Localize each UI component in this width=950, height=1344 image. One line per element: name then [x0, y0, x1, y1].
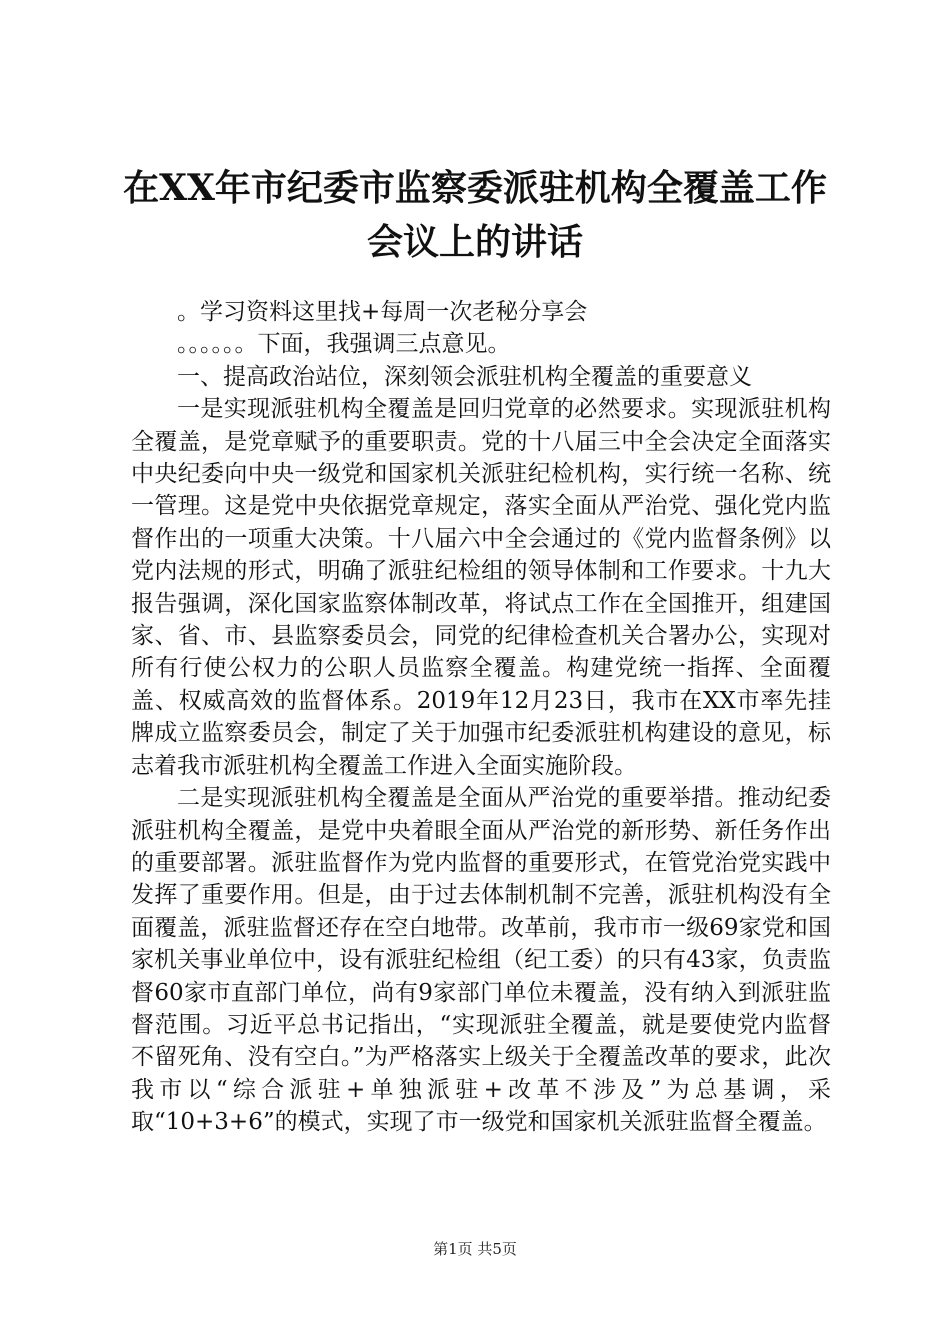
document-body — [131, 296, 831, 1139]
paragraph: 。学习资料这里找+每周一次老秘分享会 — [177, 299, 588, 325]
paragraph: 一是实现派驻机构全覆盖是回归党章的必然要求。实现派驻机构全覆盖，是党章赋予的重要职责。党的十八届三中全会决定全面落实中央纪委向中央一级党和国家机关派驻纪检机构，实行统一名称、统一管理。这是党中央依据党章规定，落实全面从严治党、强化党内监督作出的一项重大决策。十八届六中全会通过的《党内监督条例》以党内法规的形式，明确了派驻纪检组的领导体制和工作要求。十九大报告强调，深化国家监察体制改革，将试点工作在全国推开，组建国家、省、市、县监察委员会，同党的纪律检查机关合署办公，实现对所有行使公权力的公职人员监察全覆盖。构建党统一指挥、全面覆盖、权威高效的监督体系。2019年12月23日，我市在XX市率先挂牌成立监察委员会，制定了关于加强市纪委派驻机构建设的意见，标志着我市派驻机构全覆盖工作进入全面实施阶段。 — [131, 396, 831, 779]
document-title-line1: 在XX年市纪委市监察委派驻机构全覆盖工作 — [123, 167, 827, 209]
paragraph: 。。。。。。下面，我强调三点意见。 — [177, 331, 511, 358]
paragraph: 二是实现派驻机构全覆盖是全面从严治党的重要举措。推动纪委派驻机构全覆盖，是党中央着眼全面从严治党的新形势、新任务作出的重要部署。派驻监督作为党内监督的重要形式，在管党治党实践中发挥了重要作用。但是，由于过去体制机制不完善，派驻机构没有全面覆盖，派驻监督还存在空白地带。改革前，我市市一级69家党和国家机关事业单位中，设有派驻纪检组（纪工委）的只有43家，负责监督60家市直部门单位，尚有9家部门单位未覆盖，没有纳入到派驻监督范围。习近平总书记指出，“实现派驻全覆盖，就是要使党内监督不留死角、没有空白。”为严格落实上级关于全覆盖改革的要求，此次我市以“综合派驻+单独派驻+改革不涉及”为总基调，采取“10+3+6”的模式，实现了市一级党和国家机关派驻监督全覆盖。 — [131, 785, 831, 1136]
section-heading: 一、提高政治站位，深刻领会派驻机构全覆盖的重要意义 — [177, 363, 752, 390]
document-title-line2: 会议上的讲话 — [366, 221, 583, 263]
page-footer: 第1页 共5页 — [433, 1240, 517, 1258]
